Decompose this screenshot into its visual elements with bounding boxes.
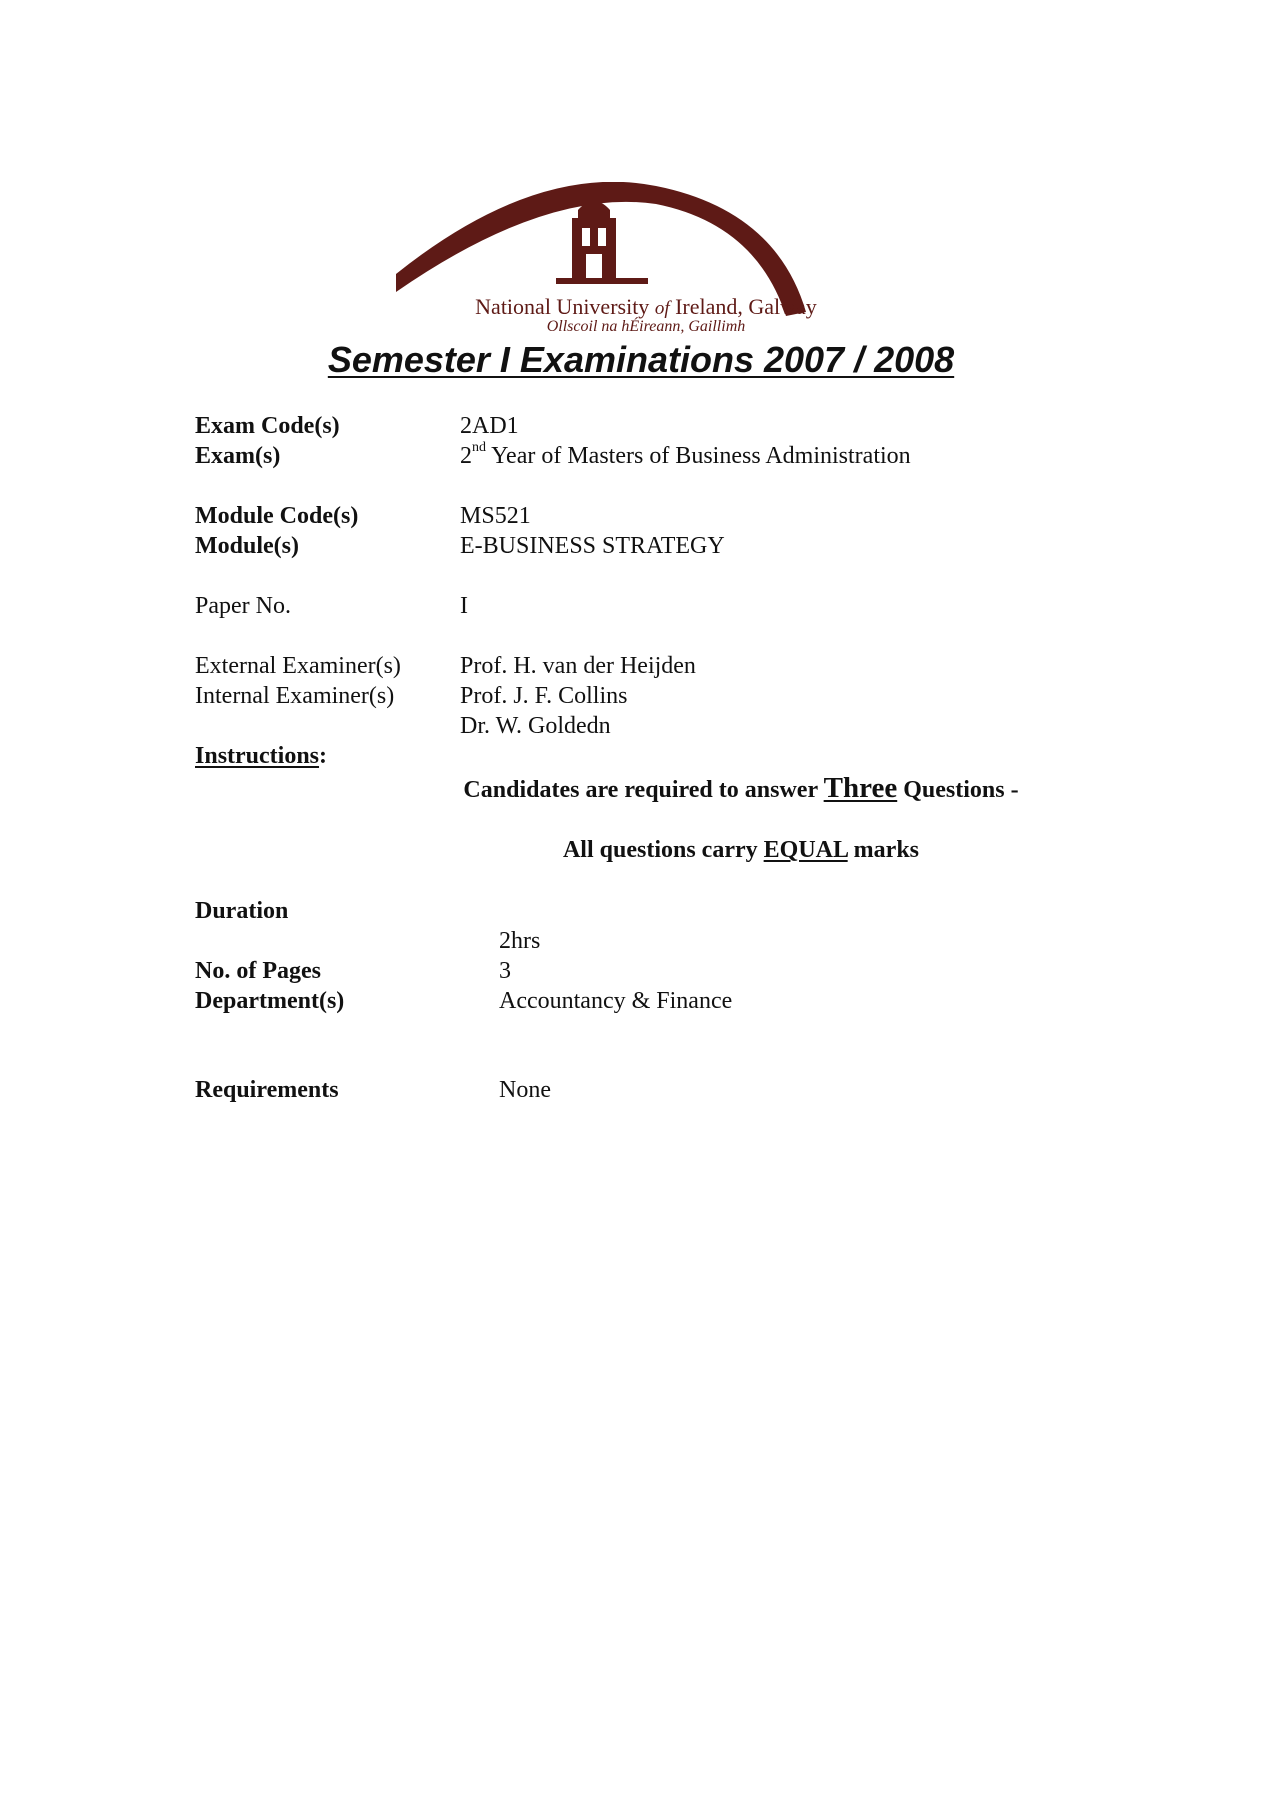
duration-value: 2hrs	[499, 928, 541, 954]
internal-examiner-label: Internal Examiner(s)	[195, 683, 395, 709]
internal-examiner-value: Prof. J. F. Collins	[460, 683, 628, 709]
pages-value: 3	[499, 958, 511, 984]
pages-label: No. of Pages	[195, 958, 321, 984]
logo-university-name: National University of Ireland, Galway	[475, 294, 817, 319]
logo-irish-name: Ollscoil na hÉireann, Gaillimh	[546, 318, 746, 335]
external-examiner-label: External Examiner(s)	[195, 653, 401, 679]
paper-no-value: I	[460, 593, 468, 619]
external-examiner-value: Prof. H. van der Heijden	[460, 653, 696, 679]
department-value: Accountancy & Finance	[499, 988, 733, 1014]
module-value: E-BUSINESS STRATEGY	[460, 533, 725, 559]
exam-value: 2nd Year of Masters of Business Administration	[460, 440, 911, 469]
instructions-label: Instructions:	[195, 743, 328, 769]
paper-no-label: Paper No.	[195, 593, 291, 619]
instruction-line-answer-count: Candidates are required to answer Three Questions -	[463, 772, 1019, 804]
module-code-label: Module Code(s)	[195, 503, 359, 529]
requirements-value: None	[499, 1077, 551, 1103]
department-label: Department(s)	[195, 988, 345, 1014]
module-code-value: MS521	[460, 503, 531, 529]
module-label: Module(s)	[195, 533, 299, 559]
instruction-line-equal-marks: All questions carry EQUAL marks	[562, 837, 920, 863]
exam-code-value: 2AD1	[460, 413, 519, 439]
internal-examiner-value: Dr. W. Goldedn	[460, 713, 611, 739]
exam-code-label: Exam Code(s)	[195, 413, 340, 439]
duration-label: Duration	[195, 898, 289, 924]
exam-label: Exam(s)	[195, 443, 281, 469]
requirements-label: Requirements	[195, 1077, 339, 1103]
university-logo	[396, 182, 896, 344]
exam-title: Semester I Examinations 2007 / 2008	[327, 339, 955, 380]
